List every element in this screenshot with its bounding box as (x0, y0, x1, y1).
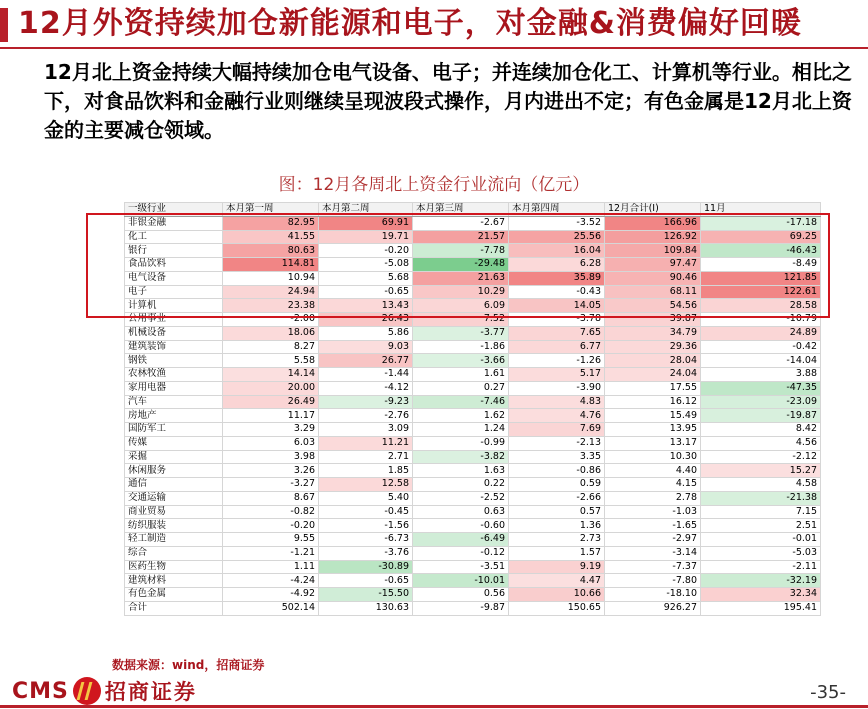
title-bar (0, 0, 868, 48)
industry-cell: 公用事业 (125, 313, 223, 327)
value-cell: 32.34 (701, 588, 821, 602)
logo-mark-icon (73, 677, 101, 705)
value-cell: 10.94 (223, 271, 319, 285)
value-cell: 5.86 (319, 326, 413, 340)
value-cell: -0.65 (319, 285, 413, 299)
value-cell: 69.91 (319, 216, 413, 230)
value-cell: 14.14 (223, 368, 319, 382)
value-cell: -10.79 (701, 313, 821, 327)
value-cell: -3.52 (509, 216, 605, 230)
value-cell: 9.55 (223, 533, 319, 547)
value-cell: -5.03 (701, 546, 821, 560)
value-cell: 7.65 (509, 326, 605, 340)
value-cell: 23.38 (223, 299, 319, 313)
value-cell: -17.18 (701, 216, 821, 230)
value-cell: -2.66 (509, 491, 605, 505)
value-cell: 8.42 (701, 423, 821, 437)
value-cell: 1.36 (509, 519, 605, 533)
value-cell: 121.85 (701, 271, 821, 285)
value-cell: 9.19 (509, 560, 605, 574)
value-cell: 26.43 (319, 313, 413, 327)
value-cell: 3.88 (701, 368, 821, 382)
table-row (125, 588, 821, 602)
value-cell: -3.82 (413, 450, 509, 464)
value-cell: 4.83 (509, 395, 605, 409)
value-cell: 21.63 (413, 271, 509, 285)
value-cell: -3.66 (413, 354, 509, 368)
value-cell: 8.27 (223, 340, 319, 354)
bottom-divider (0, 705, 868, 708)
industry-cell: 商业贸易 (125, 505, 223, 519)
value-cell: -2.52 (413, 491, 509, 505)
value-cell: 0.27 (413, 381, 509, 395)
value-cell: -3.90 (509, 381, 605, 395)
industry-cell: 房地产 (125, 409, 223, 423)
value-cell: -21.38 (701, 491, 821, 505)
value-cell: 15.27 (701, 464, 821, 478)
value-cell: -0.20 (319, 244, 413, 258)
value-cell: 28.58 (701, 299, 821, 313)
industry-cell: 食品饮料 (125, 258, 223, 272)
value-cell: 8.67 (223, 491, 319, 505)
table-row (125, 326, 821, 340)
value-cell: 4.40 (605, 464, 701, 478)
column-header: 本月第三周 (413, 203, 509, 217)
value-cell: 24.89 (701, 326, 821, 340)
value-cell: 5.17 (509, 368, 605, 382)
industry-cell: 家用电器 (125, 381, 223, 395)
value-cell: -3.51 (413, 560, 509, 574)
total-value: 150.65 (509, 601, 605, 615)
value-cell: 1.11 (223, 560, 319, 574)
value-cell: -1.65 (605, 519, 701, 533)
industry-cell: 农林牧渔 (125, 368, 223, 382)
table-row (125, 519, 821, 533)
value-cell: 13.43 (319, 299, 413, 313)
highlight-box (86, 213, 830, 318)
column-header: 本月第一周 (223, 203, 319, 217)
table-row (125, 436, 821, 450)
value-cell: 11.21 (319, 436, 413, 450)
industry-cell: 国防军工 (125, 423, 223, 437)
value-cell: 80.63 (223, 244, 319, 258)
value-cell: 3.35 (509, 450, 605, 464)
value-cell: 5.58 (223, 354, 319, 368)
value-cell: 41.55 (223, 230, 319, 244)
value-cell: -0.45 (319, 505, 413, 519)
table-row (125, 478, 821, 492)
value-cell: 16.04 (509, 244, 605, 258)
value-cell: 6.28 (509, 258, 605, 272)
value-cell: 126.92 (605, 230, 701, 244)
value-cell: 114.81 (223, 258, 319, 272)
source-note: 数据来源：wind，招商证券 (112, 658, 265, 672)
value-cell: -2.97 (605, 533, 701, 547)
value-cell: 11.17 (223, 409, 319, 423)
value-cell: -0.60 (413, 519, 509, 533)
value-cell: -7.46 (413, 395, 509, 409)
value-cell: 17.55 (605, 381, 701, 395)
table-row (125, 395, 821, 409)
industry-cell: 建筑材料 (125, 574, 223, 588)
value-cell: 109.84 (605, 244, 701, 258)
value-cell: -23.09 (701, 395, 821, 409)
value-cell: -3.77 (413, 326, 509, 340)
value-cell: 54.56 (605, 299, 701, 313)
value-cell: -0.82 (223, 505, 319, 519)
value-cell: -1.26 (509, 354, 605, 368)
industry-cell: 银行 (125, 244, 223, 258)
value-cell: 19.71 (319, 230, 413, 244)
value-cell: 20.00 (223, 381, 319, 395)
industry-cell: 化工 (125, 230, 223, 244)
value-cell: 10.30 (605, 450, 701, 464)
column-header: 本月第二周 (319, 203, 413, 217)
value-cell: -7.37 (605, 560, 701, 574)
value-cell: -0.01 (701, 533, 821, 547)
value-cell: 26.49 (223, 395, 319, 409)
value-cell: -5.08 (319, 258, 413, 272)
value-cell: 4.56 (701, 436, 821, 450)
value-cell: 21.57 (413, 230, 509, 244)
value-cell: -14.04 (701, 354, 821, 368)
value-cell: 97.47 (605, 258, 701, 272)
value-cell: 14.05 (509, 299, 605, 313)
value-cell: -0.65 (319, 574, 413, 588)
value-cell: -0.42 (701, 340, 821, 354)
total-value: 926.27 (605, 601, 701, 615)
value-cell: 0.57 (509, 505, 605, 519)
value-cell: -3.78 (509, 313, 605, 327)
value-cell: 25.56 (509, 230, 605, 244)
value-cell: 82.95 (223, 216, 319, 230)
logo-latin: CMS (12, 678, 69, 704)
value-cell: -2.76 (319, 409, 413, 423)
industry-cell: 非银金融 (125, 216, 223, 230)
value-cell: 28.04 (605, 354, 701, 368)
value-cell: -0.99 (413, 436, 509, 450)
value-cell: 4.76 (509, 409, 605, 423)
value-cell: 1.61 (413, 368, 509, 382)
total-value: 502.14 (223, 601, 319, 615)
column-header: 12月合计(I) (605, 203, 701, 217)
table-row (125, 368, 821, 382)
industry-cell: 休闲服务 (125, 464, 223, 478)
summary-paragraph: 12月北上资金持续大幅持续加仓电气设备、电子；并连续加仓化工、计算机等行业。相比之下，对食品饮料和金融行业则继续呈现波段式操作，月内进出不定；有色金属是12月北上资金的主要减仓领域。 (44, 60, 852, 142)
table-row (125, 423, 821, 437)
value-cell: 10.29 (413, 285, 509, 299)
value-cell: -0.20 (223, 519, 319, 533)
total-value: 130.63 (319, 601, 413, 615)
value-cell: 24.04 (605, 368, 701, 382)
table-row (125, 340, 821, 354)
value-cell: 15.49 (605, 409, 701, 423)
value-cell: 2.71 (319, 450, 413, 464)
value-cell: 18.06 (223, 326, 319, 340)
value-cell: 3.29 (223, 423, 319, 437)
industry-cell: 医药生物 (125, 560, 223, 574)
value-cell: 1.62 (413, 409, 509, 423)
value-cell: 24.94 (223, 285, 319, 299)
industry-cell: 电气设备 (125, 271, 223, 285)
industry-cell: 钢铁 (125, 354, 223, 368)
value-cell: 68.11 (605, 285, 701, 299)
total-value: 195.41 (701, 601, 821, 615)
value-cell: 13.95 (605, 423, 701, 437)
total-row (125, 601, 821, 615)
value-cell: 6.03 (223, 436, 319, 450)
value-cell: 7.69 (509, 423, 605, 437)
value-cell: -6.73 (319, 533, 413, 547)
table-caption: 图：12月各周北上资金行业流向（亿元） (278, 175, 590, 195)
industry-cell: 有色金属 (125, 588, 223, 602)
total-value: -9.87 (413, 601, 509, 615)
value-cell: -2.12 (701, 450, 821, 464)
industry-cell: 建筑装饰 (125, 340, 223, 354)
value-cell: -47.35 (701, 381, 821, 395)
value-cell: 3.09 (319, 423, 413, 437)
value-cell: 3.98 (223, 450, 319, 464)
value-cell: -3.27 (223, 478, 319, 492)
value-cell: -9.23 (319, 395, 413, 409)
value-cell: -2.13 (509, 436, 605, 450)
value-cell: -6.49 (413, 533, 509, 547)
value-cell: 166.96 (605, 216, 701, 230)
total-label: 合计 (125, 601, 223, 615)
value-cell: -0.12 (413, 546, 509, 560)
value-cell: -15.50 (319, 588, 413, 602)
value-cell: 7.52 (413, 313, 509, 327)
value-cell: 29.36 (605, 340, 701, 354)
value-cell: 122.61 (701, 285, 821, 299)
industry-cell: 电子 (125, 285, 223, 299)
table-row (125, 560, 821, 574)
value-cell: -18.10 (605, 588, 701, 602)
industry-cell: 交通运输 (125, 491, 223, 505)
value-cell: 1.85 (319, 464, 413, 478)
value-cell: 4.47 (509, 574, 605, 588)
value-cell: -0.43 (509, 285, 605, 299)
value-cell: -1.86 (413, 340, 509, 354)
table-row (125, 381, 821, 395)
value-cell: 2.78 (605, 491, 701, 505)
value-cell: -30.89 (319, 560, 413, 574)
value-cell: -1.56 (319, 519, 413, 533)
value-cell: 1.24 (413, 423, 509, 437)
value-cell: -19.87 (701, 409, 821, 423)
value-cell: -1.44 (319, 368, 413, 382)
value-cell: 16.12 (605, 395, 701, 409)
table-row (125, 450, 821, 464)
value-cell: 26.77 (319, 354, 413, 368)
value-cell: 35.89 (509, 271, 605, 285)
page-title: 12月外资持续加仓新能源和电子，对金融&消费偏好回暖 (18, 6, 802, 41)
title-accent-bar (0, 8, 8, 42)
value-cell: -0.86 (509, 464, 605, 478)
value-cell: -10.01 (413, 574, 509, 588)
value-cell: 0.63 (413, 505, 509, 519)
industry-cell: 轻工制造 (125, 533, 223, 547)
industry-cell: 采掘 (125, 450, 223, 464)
industry-cell: 综合 (125, 546, 223, 560)
value-cell: -4.12 (319, 381, 413, 395)
value-cell: -4.24 (223, 574, 319, 588)
value-cell: -2.67 (413, 216, 509, 230)
value-cell: -1.21 (223, 546, 319, 560)
value-cell: -32.19 (701, 574, 821, 588)
industry-cell: 传媒 (125, 436, 223, 450)
value-cell: 12.58 (319, 478, 413, 492)
value-cell: 6.09 (413, 299, 509, 313)
value-cell: 39.87 (605, 313, 701, 327)
table-row (125, 409, 821, 423)
industry-cell: 机械设备 (125, 326, 223, 340)
table-row (125, 354, 821, 368)
value-cell: -2.11 (701, 560, 821, 574)
value-cell: -7.78 (413, 244, 509, 258)
value-cell: -2.00 (223, 313, 319, 327)
value-cell: -3.14 (605, 546, 701, 560)
table-row (125, 505, 821, 519)
value-cell: 7.15 (701, 505, 821, 519)
value-cell: -8.49 (701, 258, 821, 272)
industry-cell: 汽车 (125, 395, 223, 409)
industry-cell: 通信 (125, 478, 223, 492)
industry-cell: 纺织服装 (125, 519, 223, 533)
table-row (125, 464, 821, 478)
value-cell: 0.56 (413, 588, 509, 602)
value-cell: 5.40 (319, 491, 413, 505)
table-row (125, 574, 821, 588)
title-divider (0, 47, 868, 49)
column-header: 一级行业 (125, 203, 223, 217)
value-cell: 0.59 (509, 478, 605, 492)
value-cell: -46.43 (701, 244, 821, 258)
value-cell: 1.57 (509, 546, 605, 560)
value-cell: 10.66 (509, 588, 605, 602)
value-cell: 6.77 (509, 340, 605, 354)
value-cell: 34.79 (605, 326, 701, 340)
company-logo (12, 676, 197, 706)
value-cell: 2.73 (509, 533, 605, 547)
value-cell: 13.17 (605, 436, 701, 450)
value-cell: 4.58 (701, 478, 821, 492)
column-header: 本月第四周 (509, 203, 605, 217)
value-cell: -29.48 (413, 258, 509, 272)
value-cell: -4.92 (223, 588, 319, 602)
value-cell: 2.51 (701, 519, 821, 533)
value-cell: 5.68 (319, 271, 413, 285)
value-cell: 0.22 (413, 478, 509, 492)
page-number: -35- (810, 682, 846, 703)
industry-cell: 计算机 (125, 299, 223, 313)
value-cell: -3.76 (319, 546, 413, 560)
value-cell: 1.63 (413, 464, 509, 478)
logo-chinese: 招商证券 (104, 680, 197, 704)
value-cell: 90.46 (605, 271, 701, 285)
value-cell: 69.25 (701, 230, 821, 244)
value-cell: -7.80 (605, 574, 701, 588)
column-header: 11月 (701, 203, 821, 217)
table-row (125, 546, 821, 560)
value-cell: 3.26 (223, 464, 319, 478)
table-row (125, 491, 821, 505)
value-cell: -1.03 (605, 505, 701, 519)
value-cell: 9.03 (319, 340, 413, 354)
table-row (125, 533, 821, 547)
value-cell: 4.15 (605, 478, 701, 492)
